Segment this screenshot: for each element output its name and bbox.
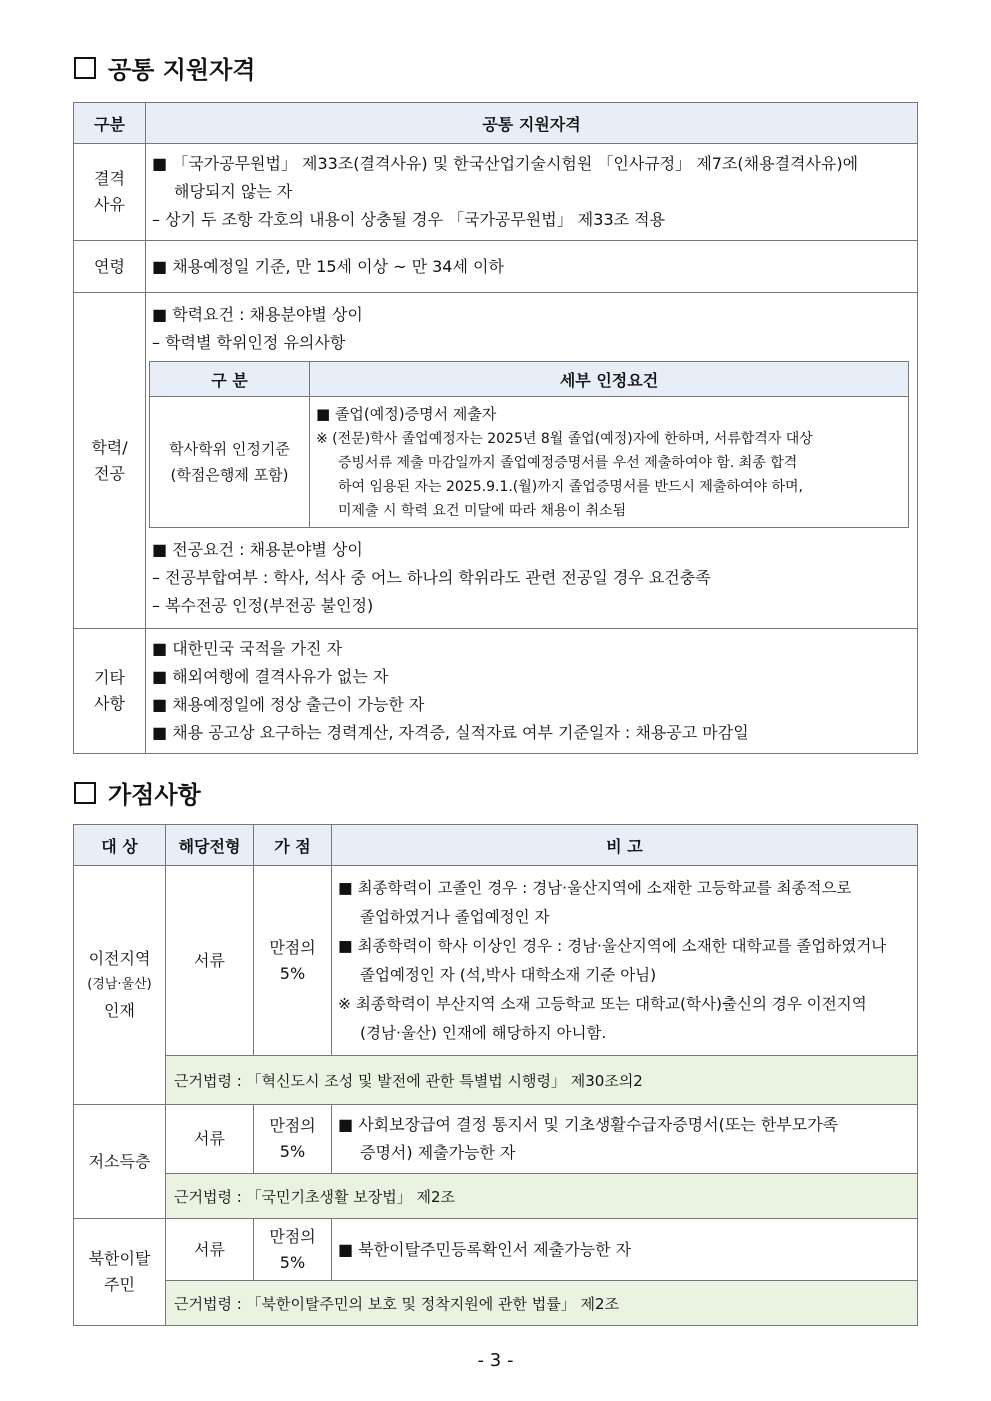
text-line: – 복수전공 인정(부전공 불인정) <box>152 596 374 615</box>
remarks-defector <box>332 1219 918 1281</box>
text-line: 졸업하였거나 졸업예정인 자 <box>360 907 550 926</box>
label-age: 연령 <box>74 241 146 293</box>
checkbox-square-icon <box>74 57 96 79</box>
text-line: ■ 채용 공고상 요구하는 경력계산, 자격증, 실적자료 여부 기준일자 : 채용공고 마감일 <box>152 723 749 742</box>
text-line: ■ 졸업(예정)증명서 제출자 <box>316 405 497 423</box>
remarks-relocation <box>332 866 918 1056</box>
text-line: ■ 채용예정일 기준, 만 15세 이상 ~ 만 34세 이하 <box>152 256 504 276</box>
section-title-bonus <box>74 775 201 810</box>
section-title-common <box>74 50 255 85</box>
label-text: 결격 사유 <box>94 169 125 214</box>
etc-content <box>146 629 918 754</box>
header-remarks: 비 고 <box>332 825 918 866</box>
text-line: 미제출 시 학력 요건 미달에 따라 채용이 취소됨 <box>338 503 627 519</box>
target-low-income: 저소득층 <box>74 1105 166 1219</box>
section-title-text: 공통 지원자격 <box>108 56 256 84</box>
checkbox-square-icon <box>74 782 96 804</box>
disqualification-content <box>146 144 918 241</box>
target-text: 이전지역 <box>88 949 151 968</box>
degree-recognition-table <box>149 361 909 528</box>
header-target: 대 상 <box>74 825 166 866</box>
text-line: – 상기 두 조항 각호의 내용이 상충될 경우 「국가공무원법」 제33조 적용 <box>152 210 666 229</box>
text-line: 증빙서류 제출 마감일까지 졸업예정증명서를 우선 제출하여야 함. 최종 합격 <box>338 455 798 471</box>
page-number: - 3 - <box>477 1350 514 1371</box>
target-defector: 북한이탈 주민 <box>74 1219 166 1326</box>
text-line: ※ 최종학력이 부산지역 소재 고등학교 또는 대학교(학사)출신의 경우 이전지역 <box>338 994 867 1013</box>
target-subtext: (경남·울산) <box>87 977 152 992</box>
law-basis: 근거법령 : 「혁신도시 조성 및 발전에 관한 특별법 시행령」 제30조의2 <box>166 1056 918 1105</box>
text-line: 증명서) 제출가능한 자 <box>360 1143 516 1162</box>
text-line: ■ 학력요건 : 채용분야별 상이 <box>152 305 363 324</box>
text-line: (경남·울산) 인재에 해당하지 아니함. <box>360 1023 607 1042</box>
target-relocation <box>74 866 166 1105</box>
text-line: ■ 채용예정일에 정상 출근이 가능한 자 <box>152 695 425 714</box>
text-line: ■ 「국가공무원법」 제33조(결격사유) 및 한국산업기술시험원 「인사규정」 제7조(채용결격사유)에 <box>152 154 859 173</box>
type-document: 서류 <box>166 1219 254 1281</box>
text-line: 해당되지 않는 자 <box>174 182 293 201</box>
text-line: ■ 최종학력이 학사 이상인 경우 : 경남·울산지역에 소재한 대학교를 졸업하였거나 <box>338 936 887 955</box>
header-type: 해당전형 <box>166 825 254 866</box>
text-line: ■ 대한민국 국적을 가진 자 <box>152 639 343 658</box>
label-text: 기타 사항 <box>94 668 125 713</box>
text-line: 하여 임용된 자는 2025.9.1.(월)까지 졸업증명서를 반드시 제출하여야 하며, <box>338 479 803 495</box>
text-line: – 전공부합여부 : 학사, 석사 중 어느 하나의 학위라도 관련 전공일 경우 요건충족 <box>152 568 711 587</box>
label-text: 학력/ 전공 <box>91 437 128 483</box>
law-basis: 근거법령 : 「국민기초생활 보장법」 제2조 <box>166 1174 918 1219</box>
points-value: 만점의 5% <box>254 866 332 1056</box>
target-text: 인재 <box>104 1001 135 1020</box>
text-line: ■ 전공요건 : 채용분야별 상이 <box>152 540 363 559</box>
label-text: 학사학위 인정기준 (학점은행제 포함) <box>169 440 290 484</box>
text-line: ■ 최종학력이 고졸인 경우 : 경남·울산지역에 소재한 고등학교를 최종적으로 <box>338 878 852 897</box>
text-line: ■ 사회보장급여 결정 통지서 및 기초생활수급자증명서(또는 한부모가족 <box>338 1115 839 1134</box>
text-line: ■ 해외여행에 결격사유가 없는 자 <box>152 667 389 686</box>
text-line: – 학력별 학위인정 유의사항 <box>152 333 346 352</box>
type-document: 서류 <box>166 866 254 1056</box>
law-basis: 근거법령 : 「북한이탈주민의 보호 및 정착지원에 관한 법률」 제2조 <box>166 1281 918 1326</box>
points-value: 만점의 5% <box>254 1105 332 1174</box>
inner-requirement-content <box>310 397 909 528</box>
section-title-text: 가점사항 <box>108 781 201 809</box>
remarks-low-income <box>332 1105 918 1174</box>
label-disqualification <box>74 144 146 241</box>
inner-label-bachelor <box>150 397 310 528</box>
text-line: ※ (전문)학사 졸업예정자는 2025년 8월 졸업(예정)자에 한하며, 서류합격자 대상 <box>316 431 813 447</box>
inner-header-requirement: 세부 인정요건 <box>310 362 909 397</box>
age-content <box>146 241 918 293</box>
common-qualification-table <box>73 102 918 754</box>
bonus-points-table <box>73 824 918 1326</box>
type-document: 서류 <box>166 1105 254 1174</box>
label-etc <box>74 629 146 754</box>
text-line: 졸업예정인 자 (석,박사 대학소재 기준 아님) <box>360 965 657 984</box>
label-education <box>74 293 146 629</box>
header-common-qualification: 공통 지원자격 <box>146 103 918 144</box>
text-line: ■ 북한이탈주민등록확인서 제출가능한 자 <box>338 1239 632 1259</box>
header-points: 가 점 <box>254 825 332 866</box>
education-content <box>146 293 918 629</box>
header-category: 구분 <box>74 103 146 144</box>
points-value: 만점의 5% <box>254 1219 332 1281</box>
inner-header-category: 구 분 <box>150 362 310 397</box>
